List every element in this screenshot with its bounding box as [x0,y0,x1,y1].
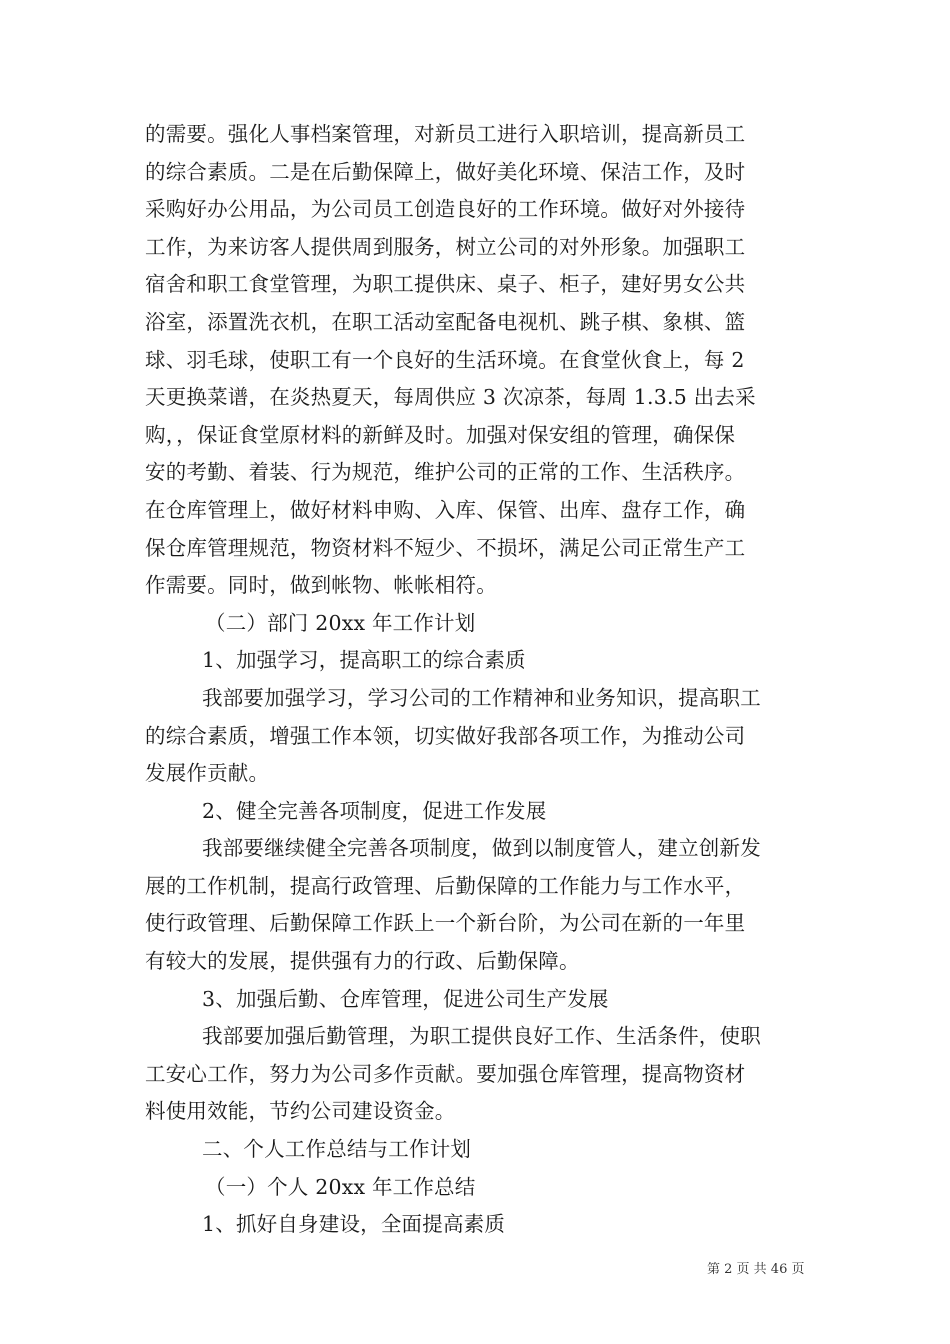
text-line: 有较大的发展，提供强有力的行政、后勤保障。 [145,949,580,974]
paragraph [145,1018,810,1131]
subsection-heading: 1、抓好自身建设，全面提高素质 [202,1212,506,1237]
text-line: 我部要加强学习，学习公司的工作精神和业务知识，提高职工 [202,685,761,710]
text-line: 作需要。同时，做到帐物、帐帐相符。 [145,573,497,598]
section-heading: 二、个人工作总结与工作计划 [202,1137,472,1162]
text-line: 我部要继续健全完善各项制度，做到以制度管人，建立创新发 [202,836,761,861]
text-line: 安的考勤、着装、行为规范，维护公司的正常的工作、生活秩序。 [145,460,746,485]
page-number-footer: 第 2 页 共 46 页 [707,1262,805,1277]
paragraph-continuation [145,116,810,605]
text-line: 料使用效能，节约公司建设资金。 [145,1099,456,1124]
text-line: 的需要。强化人事档案管理，对新员工进行入职培训，提高新员工 [145,122,746,146]
text-line: 的综合素质。二是在后勤保障上，做好美化环境、保洁工作，及时 [145,159,746,184]
subsection-heading: 2、健全完善各项制度，促进工作发展 [202,798,547,823]
text-line: 发展作贡献。 [145,761,270,786]
text-line: 在仓库管理上，做好材料申购、入库、保管、出库、盘存工作，确 [145,497,746,522]
paragraph [145,680,810,793]
text-line: 我部要加强后勤管理，为职工提供良好工作、生活条件，使职 [202,1024,761,1049]
text-line: 使行政管理、后勤保障工作跃上一个新台阶，为公司在新的一年里 [145,911,746,936]
section-heading: （二）部门 20xx 年工作计划 [205,610,476,635]
subsection-heading: 3、加强后勤、仓库管理，促进公司生产发展 [202,986,609,1011]
text-line: 购，，保证食堂原材料的新鲜及时。加强对保安组的管理，确保保 [145,422,736,447]
text-line: 的综合素质，增强工作本领，切实做好我部各项工作，为推动公司 [145,723,746,748]
subsection-heading: 1、加强学习，提高职工的综合素质 [202,648,526,673]
text-line: 采购好办公用品，为公司员工创造良好的工作环境。做好对外接待 [145,197,746,222]
document-body [145,116,810,1244]
text-line: 工作，为来访客人提供周到服务，树立公司的对外形象。加强职工 [145,234,746,259]
text-line: 球、羽毛球，使职工有一个良好的生活环境。在食堂伙食上，每 2 [145,347,745,372]
text-line: 展的工作机制，提高行政管理、后勤保障的工作能力与工作水平， [145,873,746,898]
text-line: 宿舍和职工食堂管理，为职工提供床、桌子、柜子，建好男女公共 [145,272,746,297]
text-line: 浴室，添置洗衣机，在职工活动室配备电视机、跳子棋、象棋、篮 [145,309,746,334]
text-line: 工安心工作，努力为公司多作贡献。要加强仓库管理，提高物资材 [145,1061,746,1086]
text-line: 保仓库管理规范，物资材料不短少、不损坏，满足公司正常生产工 [145,535,746,560]
paragraph [145,830,810,980]
text-line: 天更换菜谱，在炎热夏天，每周供应 3 次凉茶，每周 1.3.5 出去采 [145,385,756,410]
section-heading: （一）个人 20xx 年工作总结 [205,1174,476,1199]
